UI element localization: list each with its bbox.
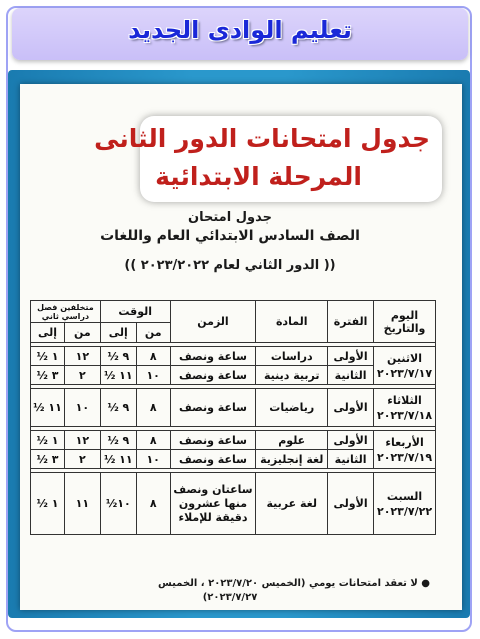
to-cell: ١١ ½ <box>100 450 136 469</box>
day-cell <box>374 431 436 469</box>
day-cell <box>374 473 436 535</box>
special-from-cell: ١٢ <box>64 431 100 450</box>
footnote-line2: ٢٠٢٣/٧/٢٧) <box>202 592 258 603</box>
special-to-cell: ٣ ½ <box>31 366 65 385</box>
special-to-cell: ١ ½ <box>31 431 65 450</box>
day-date: ٢٠٢٣/٧/١٧ <box>377 366 433 380</box>
header-special-from: من <box>64 323 100 343</box>
to-cell: ٩ ½ <box>100 389 136 427</box>
period-cell: الثانية <box>328 450 374 469</box>
from-cell: ١٠ <box>136 366 170 385</box>
duration-cell: ساعة ونصف <box>170 366 256 385</box>
duration-cell: ساعتان ونصف منها عشرون دقيقة للإملاء <box>170 473 256 535</box>
to-cell: ٩ ½ <box>100 347 136 366</box>
table-row <box>31 347 436 366</box>
header-special-to: إلى <box>31 323 65 343</box>
special-to-cell: ١ ½ <box>31 473 65 535</box>
subject-cell: رياضيات <box>256 389 328 427</box>
day-name: الأربعاء <box>385 435 424 449</box>
subject-cell: تربية دينية <box>256 366 328 385</box>
day-name: الاثنين <box>387 351 423 365</box>
special-from-cell: ٢ <box>64 450 100 469</box>
subject-cell: لغة إنجليزية <box>256 450 328 469</box>
period-cell: الثانية <box>328 366 374 385</box>
header-time: الوقت <box>100 301 170 323</box>
period-cell: الأولى <box>328 347 374 366</box>
banner-title: تعليم الوادى الجديد <box>128 16 352 44</box>
table-row <box>31 473 436 535</box>
overlay-title-line1: جدول امتحانات الدور الثانى <box>94 124 430 153</box>
header-banner <box>12 8 468 60</box>
special-to-cell: ١ ½ <box>31 347 65 366</box>
day-date: ٢٠٢٣/٧/١٨ <box>377 408 433 422</box>
day-cell <box>374 389 436 427</box>
special-to-cell: ٣ ½ <box>31 450 65 469</box>
special-from-cell: ٢ <box>64 366 100 385</box>
header-duration: الزمن <box>170 301 256 343</box>
doc-heading: جدول امتحان <box>188 210 272 225</box>
from-cell: ٨ <box>136 389 170 427</box>
to-cell: ٩ ½ <box>100 431 136 450</box>
to-cell: ١١ ½ <box>100 366 136 385</box>
period-cell: الأولى <box>328 431 374 450</box>
duration-cell: ساعة ونصف <box>170 347 256 366</box>
doc-grade: الصف السادس الابتدائي العام واللغات <box>100 228 360 244</box>
header-subject: المادة <box>256 301 328 343</box>
day-date: ٢٠٢٣/٧/١٩ <box>377 450 433 464</box>
day-cell <box>374 347 436 385</box>
header-to: إلى <box>100 323 136 343</box>
from-cell: ٨ <box>136 431 170 450</box>
special-to-cell: ١١ ½ <box>31 389 65 427</box>
to-cell: ١٠½ <box>100 473 136 535</box>
special-from-cell: ١١ <box>64 473 100 535</box>
overlay-title-box <box>94 116 442 202</box>
day-name: السبت <box>386 489 423 503</box>
header-day: اليوم والتاريخ <box>374 301 436 343</box>
from-cell: ٨ <box>136 473 170 535</box>
header-special: متخلفين فصل دراسي ثاني <box>31 301 101 323</box>
from-cell: ٨ <box>136 347 170 366</box>
exam-schedule-table <box>30 300 436 535</box>
overlay-title-line2: المرحلة الابتدائية <box>155 162 362 191</box>
day-name: الثلاثاء <box>387 393 422 407</box>
header-from: من <box>136 323 170 343</box>
special-from-cell: ١٠ <box>64 389 100 427</box>
period-cell: الأولى <box>328 473 374 535</box>
table-row <box>31 431 436 450</box>
header-period: الفترة <box>328 301 374 343</box>
table-row <box>31 389 436 427</box>
day-date: ٢٠٢٣/٧/٢٢ <box>377 504 433 518</box>
footnote-line1: ● لا تعقد امتحانات يومي (الخميس ٢٠٢٣/٧/٢٠ ، الخميس <box>158 578 430 589</box>
period-cell: الأولى <box>328 389 374 427</box>
subject-cell: علوم <box>256 431 328 450</box>
duration-cell: ساعة ونصف <box>170 389 256 427</box>
from-cell: ١٠ <box>136 450 170 469</box>
subject-cell: لغة عربية <box>256 473 328 535</box>
duration-cell: ساعة ونصف <box>170 450 256 469</box>
doc-session: (( الدور الثاني لعام ٢٠٢٣/٢٠٢٢ )) <box>124 258 336 273</box>
subject-cell: دراسات <box>256 347 328 366</box>
special-from-cell: ١٢ <box>64 347 100 366</box>
duration-cell: ساعة ونصف <box>170 431 256 450</box>
